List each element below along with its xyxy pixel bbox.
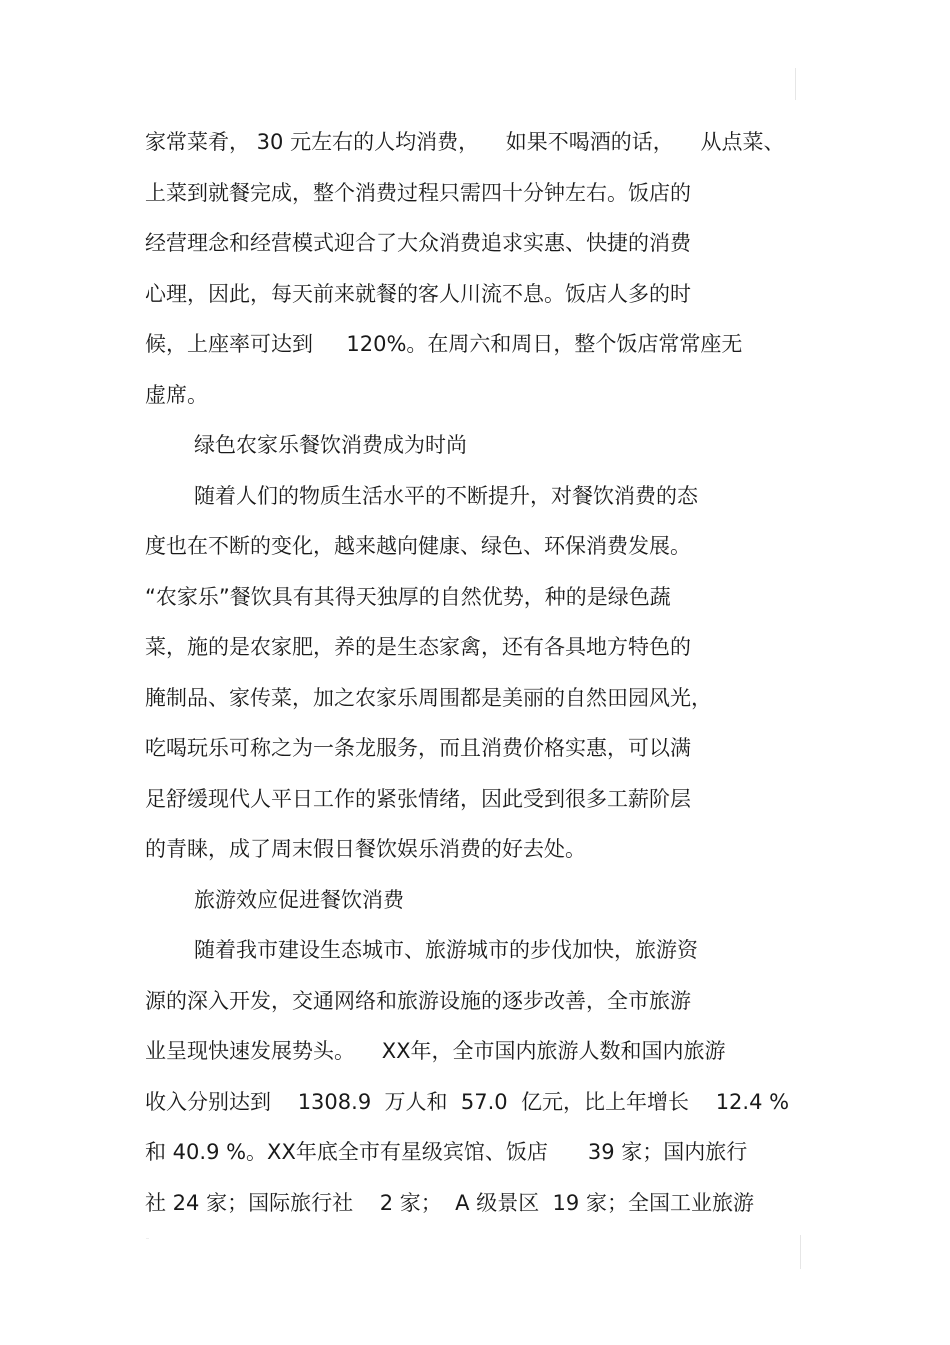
- text-line: 源的深入开发，交通网络和旅游设施的逐步改善，全市旅游: [145, 988, 691, 1013]
- text-line: 虚席。: [145, 382, 208, 407]
- text-line: 候，上座率可达到 120%。在周六和周日，整个饭店常常座无: [145, 332, 743, 356]
- text-line: 菜，施的是农家肥，养的是生态家禽，还有各具地方特色的: [145, 635, 691, 659]
- page-edge-mark-bottom: [800, 1235, 801, 1269]
- text-line: 随着人们的物质生活水平的不断提升，对餐饮消费的态: [194, 483, 698, 508]
- text-line: 度也在不断的变化，越来越向健康、绿色、环保消费发展。: [145, 534, 691, 558]
- text-line: 上菜到就餐完成，整个消费过程只需四十分钟左右。饭店的: [145, 180, 691, 205]
- text-line: 家常菜肴， 30 元左右的人均消费， 如果不喝酒的话， 从点菜、: [145, 130, 785, 154]
- text-line: 足舒缓现代人平日工作的紧张情绪，因此受到很多工薪阶层: [145, 786, 691, 811]
- text-line: 收入分别达到 1308.9 万人和 57.0 亿元，比上年增长 12.4 %: [145, 1089, 790, 1114]
- section-heading: 绿色农家乐餐饮消费成为时尚: [194, 433, 467, 457]
- text-line: 随着我市建设生态城市、旅游城市的步伐加快，旅游资: [194, 938, 698, 962]
- section-heading: 旅游效应促进餐饮消费: [194, 887, 404, 912]
- text-line: 经营理念和经营模式迎合了大众消费追求实惠、快捷的消费: [145, 231, 691, 255]
- text-line: 的青睐，成了周末假日餐饮娱乐消费的好去处。: [145, 837, 586, 861]
- text-line: 社 24 家；国际旅行社 2 家； A 级景区 19 家；全国工业旅游: [145, 1190, 754, 1215]
- page-edge-mark-top: [795, 68, 796, 100]
- text-line: “农家乐”餐饮具有其得天独厚的自然优势，种的是绿色蔬: [145, 584, 671, 609]
- text-line: 和 40.9 %。XX年底全市有星级宾馆、饭店 39 家；国内旅行: [145, 1140, 748, 1164]
- text-line: 业呈现快速发展势头。 XX年，全市国内旅游人数和国内旅游: [145, 1039, 726, 1063]
- text-line: 腌制品、家传菜，加之农家乐周围都是美丽的自然田园风光，: [145, 685, 712, 710]
- text-line: 心理，因此，每天前来就餐的客人川流不息。饭店人多的时: [145, 281, 691, 306]
- scan-speck: [146, 1238, 149, 1239]
- text-line: 吃喝玩乐可称之为一条龙服务，而且消费价格实惠，可以满: [145, 736, 691, 760]
- body-text: [145, 122, 805, 1233]
